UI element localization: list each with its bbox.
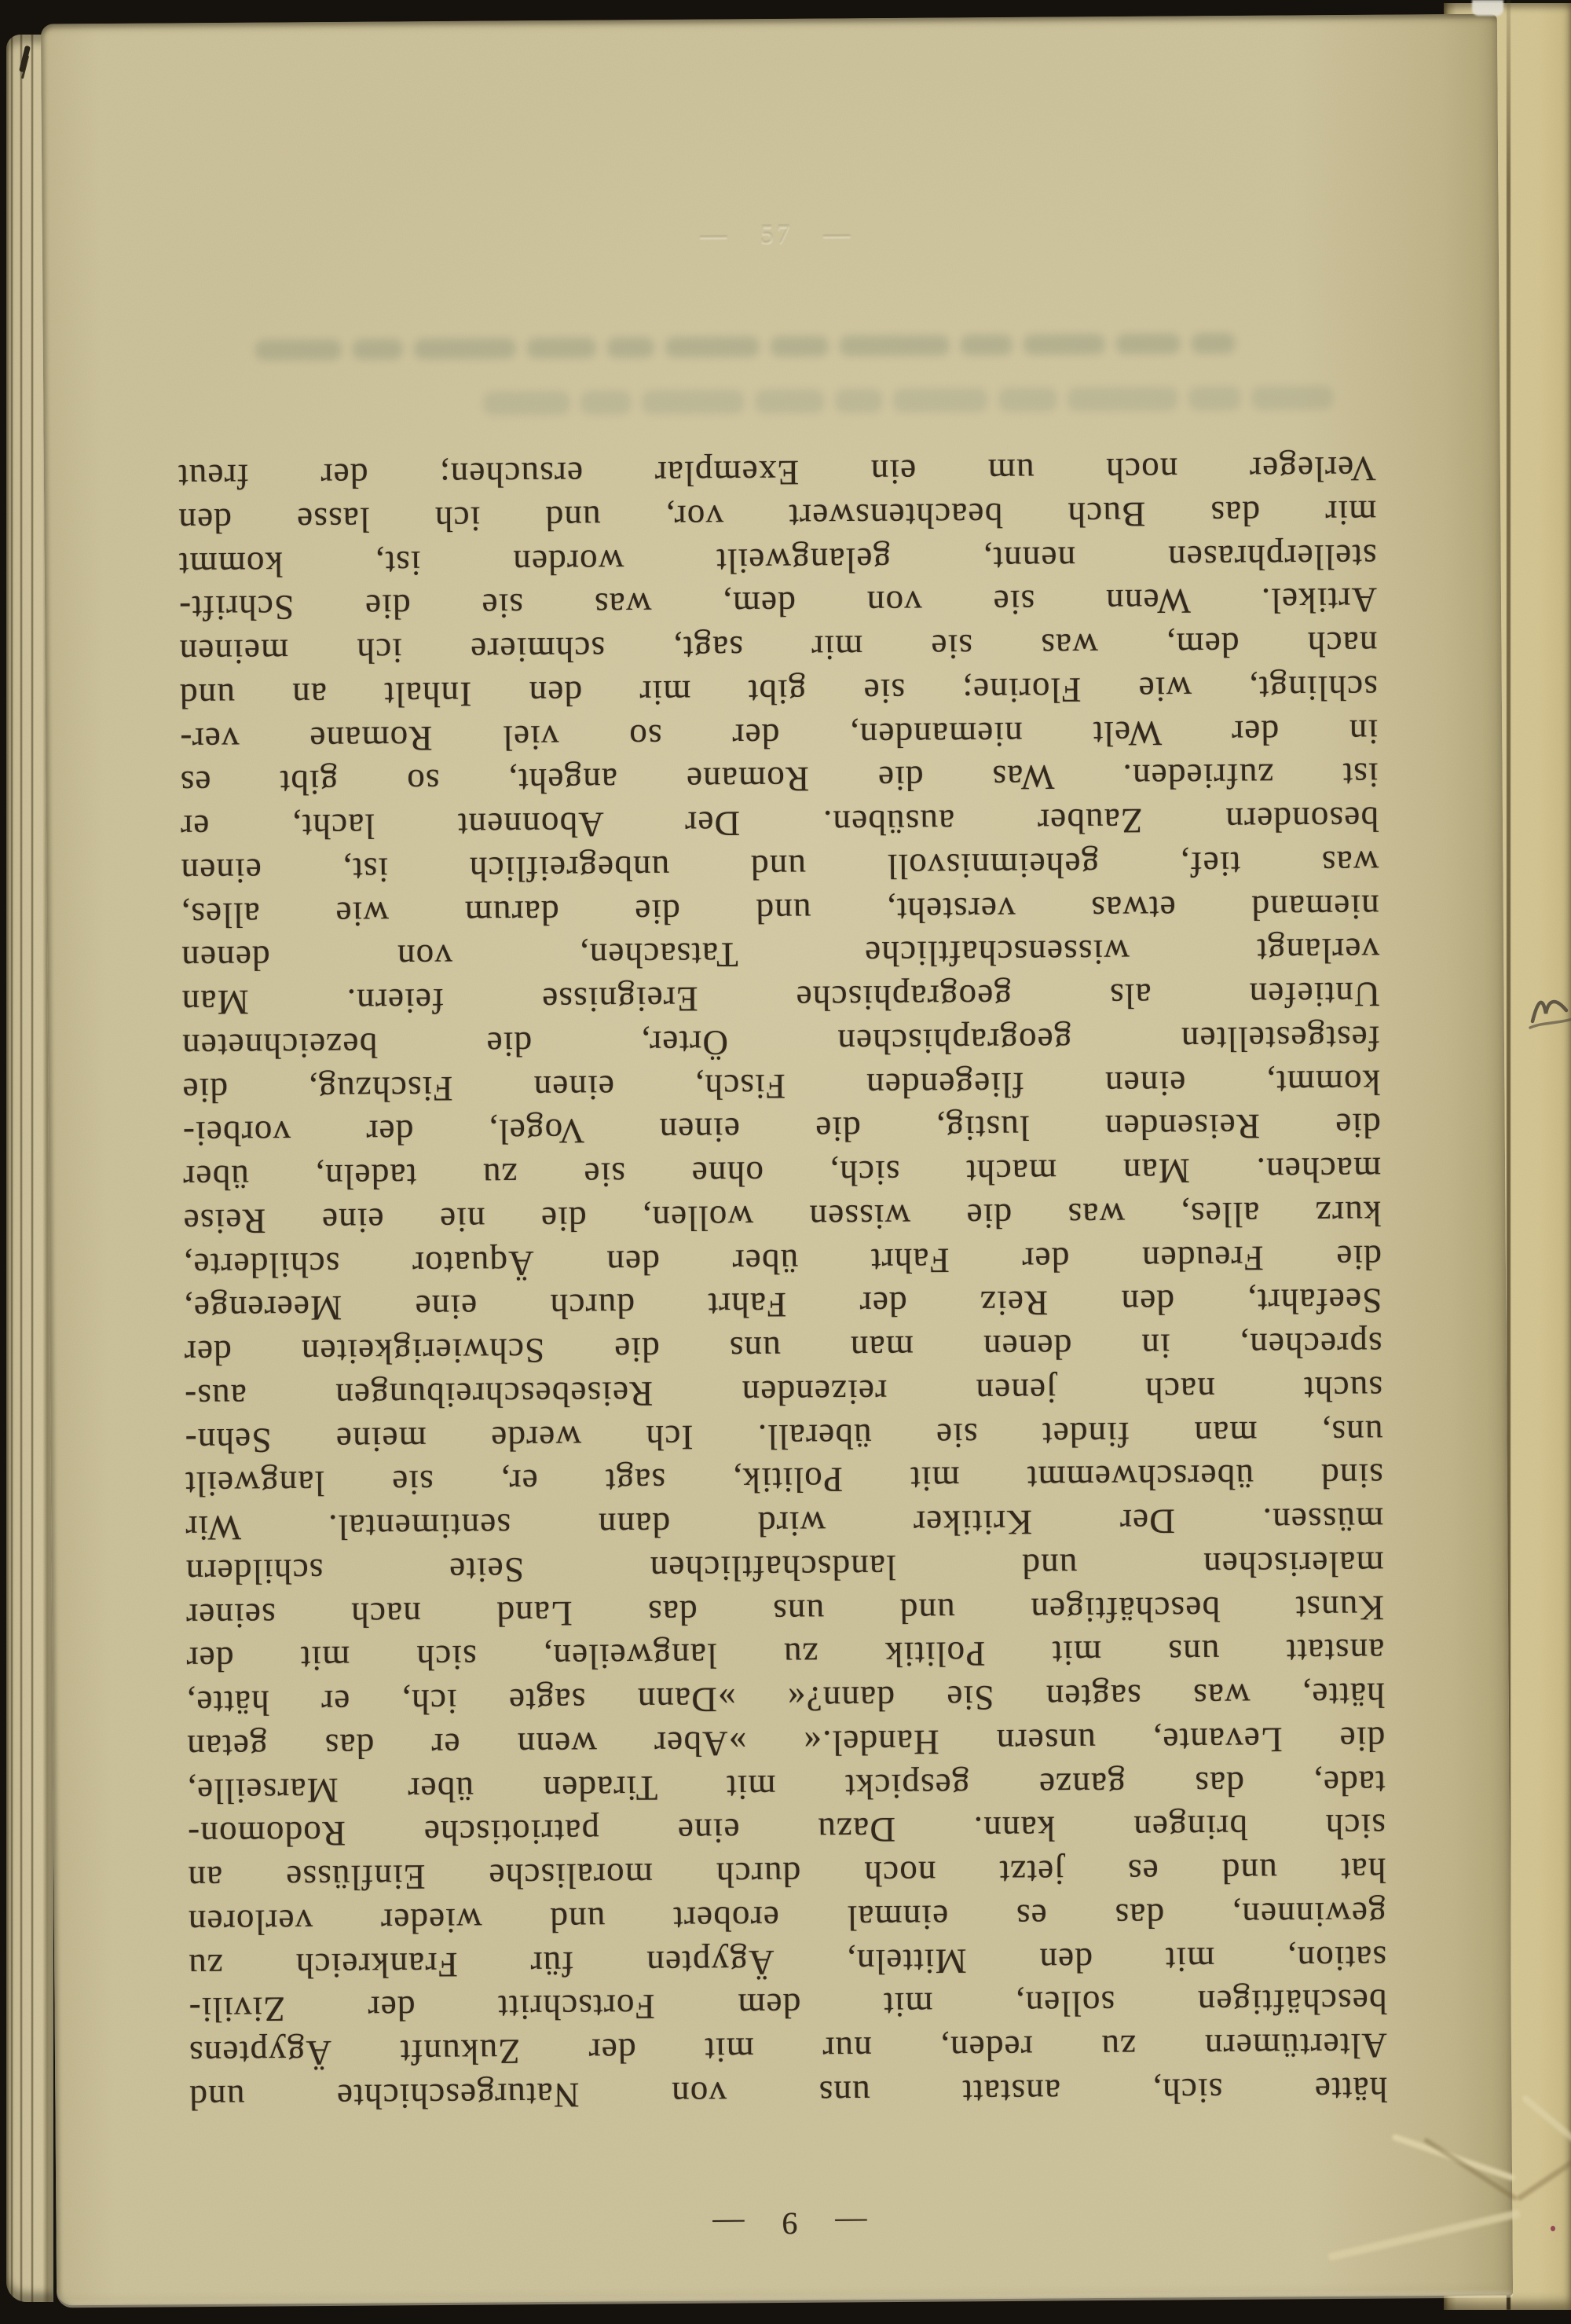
text-line: niemand etwas versteht, und die darum wie alles, [180,887,1379,936]
text-line: kommt, einen fliegenden Fisch, einen Fischzug, die [181,1062,1381,1111]
text-line: uns, man findet sie überall. Ich werde meine Sehn- [184,1413,1383,1461]
text-line: schlingt, wie Florine; sie gibt mir den Inhalt an und [178,668,1379,717]
text-line: Verleger noch um ein Exemplar ersuchen; der freut [177,449,1377,497]
text-line: kurz alles, was die wissen wollen, die nie eine Reise [182,1193,1382,1242]
paper-speck-highlight [1472,0,1503,16]
text-line: mir das Buch beachtenswert vor, und ich lasse den [178,493,1377,541]
text-line: machen. Man macht sich, ohne sie zu tadeln, über [181,1149,1382,1198]
text-line: tade, das ganze gespickt mit Tiraden über Marseille, [186,1763,1386,1812]
text-line: stellerphrasen nennt, gelangweilt worden ist, kommt [178,537,1377,585]
text-line: sprechen, in denen man uns die Schwierigkeiten der [183,1325,1382,1373]
scanned-page [41,14,1513,2306]
text-line: besondern Zauber ausüben. Der Abonnent lacht, er [179,799,1379,848]
showthrough-text-smudge [255,333,1236,361]
text-line: sich bringen kann. Dazu eine patriotische Rodomon- [186,1807,1386,1855]
text-line: sind überschwemmt mit Politik, sagt er, sie langweilt [184,1457,1384,1505]
page-number: — 9 — [711,2205,867,2242]
embossed-showthrough-folio: — 57 — [700,219,854,250]
text-line: gewinnen, das es einmal erobert und wieder verloren [187,1894,1386,1943]
text-line: sation, mit den Mitteln, Ägypten für Frankreich zu [187,1938,1387,1987]
text-line: hätte, was sagten Sie dann?« »Dann sagte ich, er hätte, [185,1675,1385,1724]
text-line: verlangt wissenschaftliche Tatsachen, von denen [181,931,1380,979]
text-line: hätte sich, anstatt uns von Naturgeschichte und [189,2069,1388,2118]
text-line: festgestellten geographischen Örter, die bezeichneten [181,1018,1381,1067]
text-line: Artikel. Wenn sie von dem, was sie die Schrift- [178,581,1378,629]
body-paragraph [178,446,1388,2119]
text-line: Untiefen als geographische Ereignisse feiern. Man [181,974,1380,1023]
text-line: sucht nach jenen reizenden Reisebeschreibungen aus- [183,1369,1383,1417]
text-line: Seefahrt, den Reiz der Fahrt durch eine Meerenge, [183,1281,1382,1329]
text-line: hat und es jetzt noch durch moralische Einflüsse an [187,1850,1386,1899]
scan-artifact-dot [1551,2226,1555,2231]
text-line: ist zufrieden. Was die Romane angeht, so gibt es [179,756,1379,804]
showthrough-text-smudge [483,386,1333,416]
text-line: anstatt uns mit Politik zu langweilen, sich mit der [185,1632,1385,1680]
text-line: malerischen und landschaftlichen Seite schildern [185,1544,1384,1593]
text-line: nach dem, was sie mir sagt, schmiere ich meinen [178,624,1378,673]
text-line: die Reisenden lustig, die einen Vogel, der vorbei- [181,1106,1381,1154]
text-line: Kunst beschäftigen und uns das Land nach seiner [185,1588,1385,1637]
text-line: müssen. Der Kritiker wird dann sentimental. Wir [185,1500,1384,1549]
text-line: in der Welt niemanden, der so viel Romane ver- [179,712,1379,761]
handwritten-pen-mark [1529,988,1571,1036]
text-line: Altertümern zu reden, nur mit der Zukunft Ägyptens [188,2025,1388,2074]
upside-down-print-block [178,444,1389,2253]
text-line: was tief, geheimnisvoll und unbegreiflich ist, einen [180,843,1379,892]
text-line: die Freuden der Fahrt über den Äquator schilderte, [182,1237,1382,1286]
text-line: die Levante, unsern Handel.« »Aber wenn er das getan [186,1719,1386,1768]
text-line: beschäftigen sollen, mit dem Fortschritt der Zivili- [188,1982,1387,2030]
